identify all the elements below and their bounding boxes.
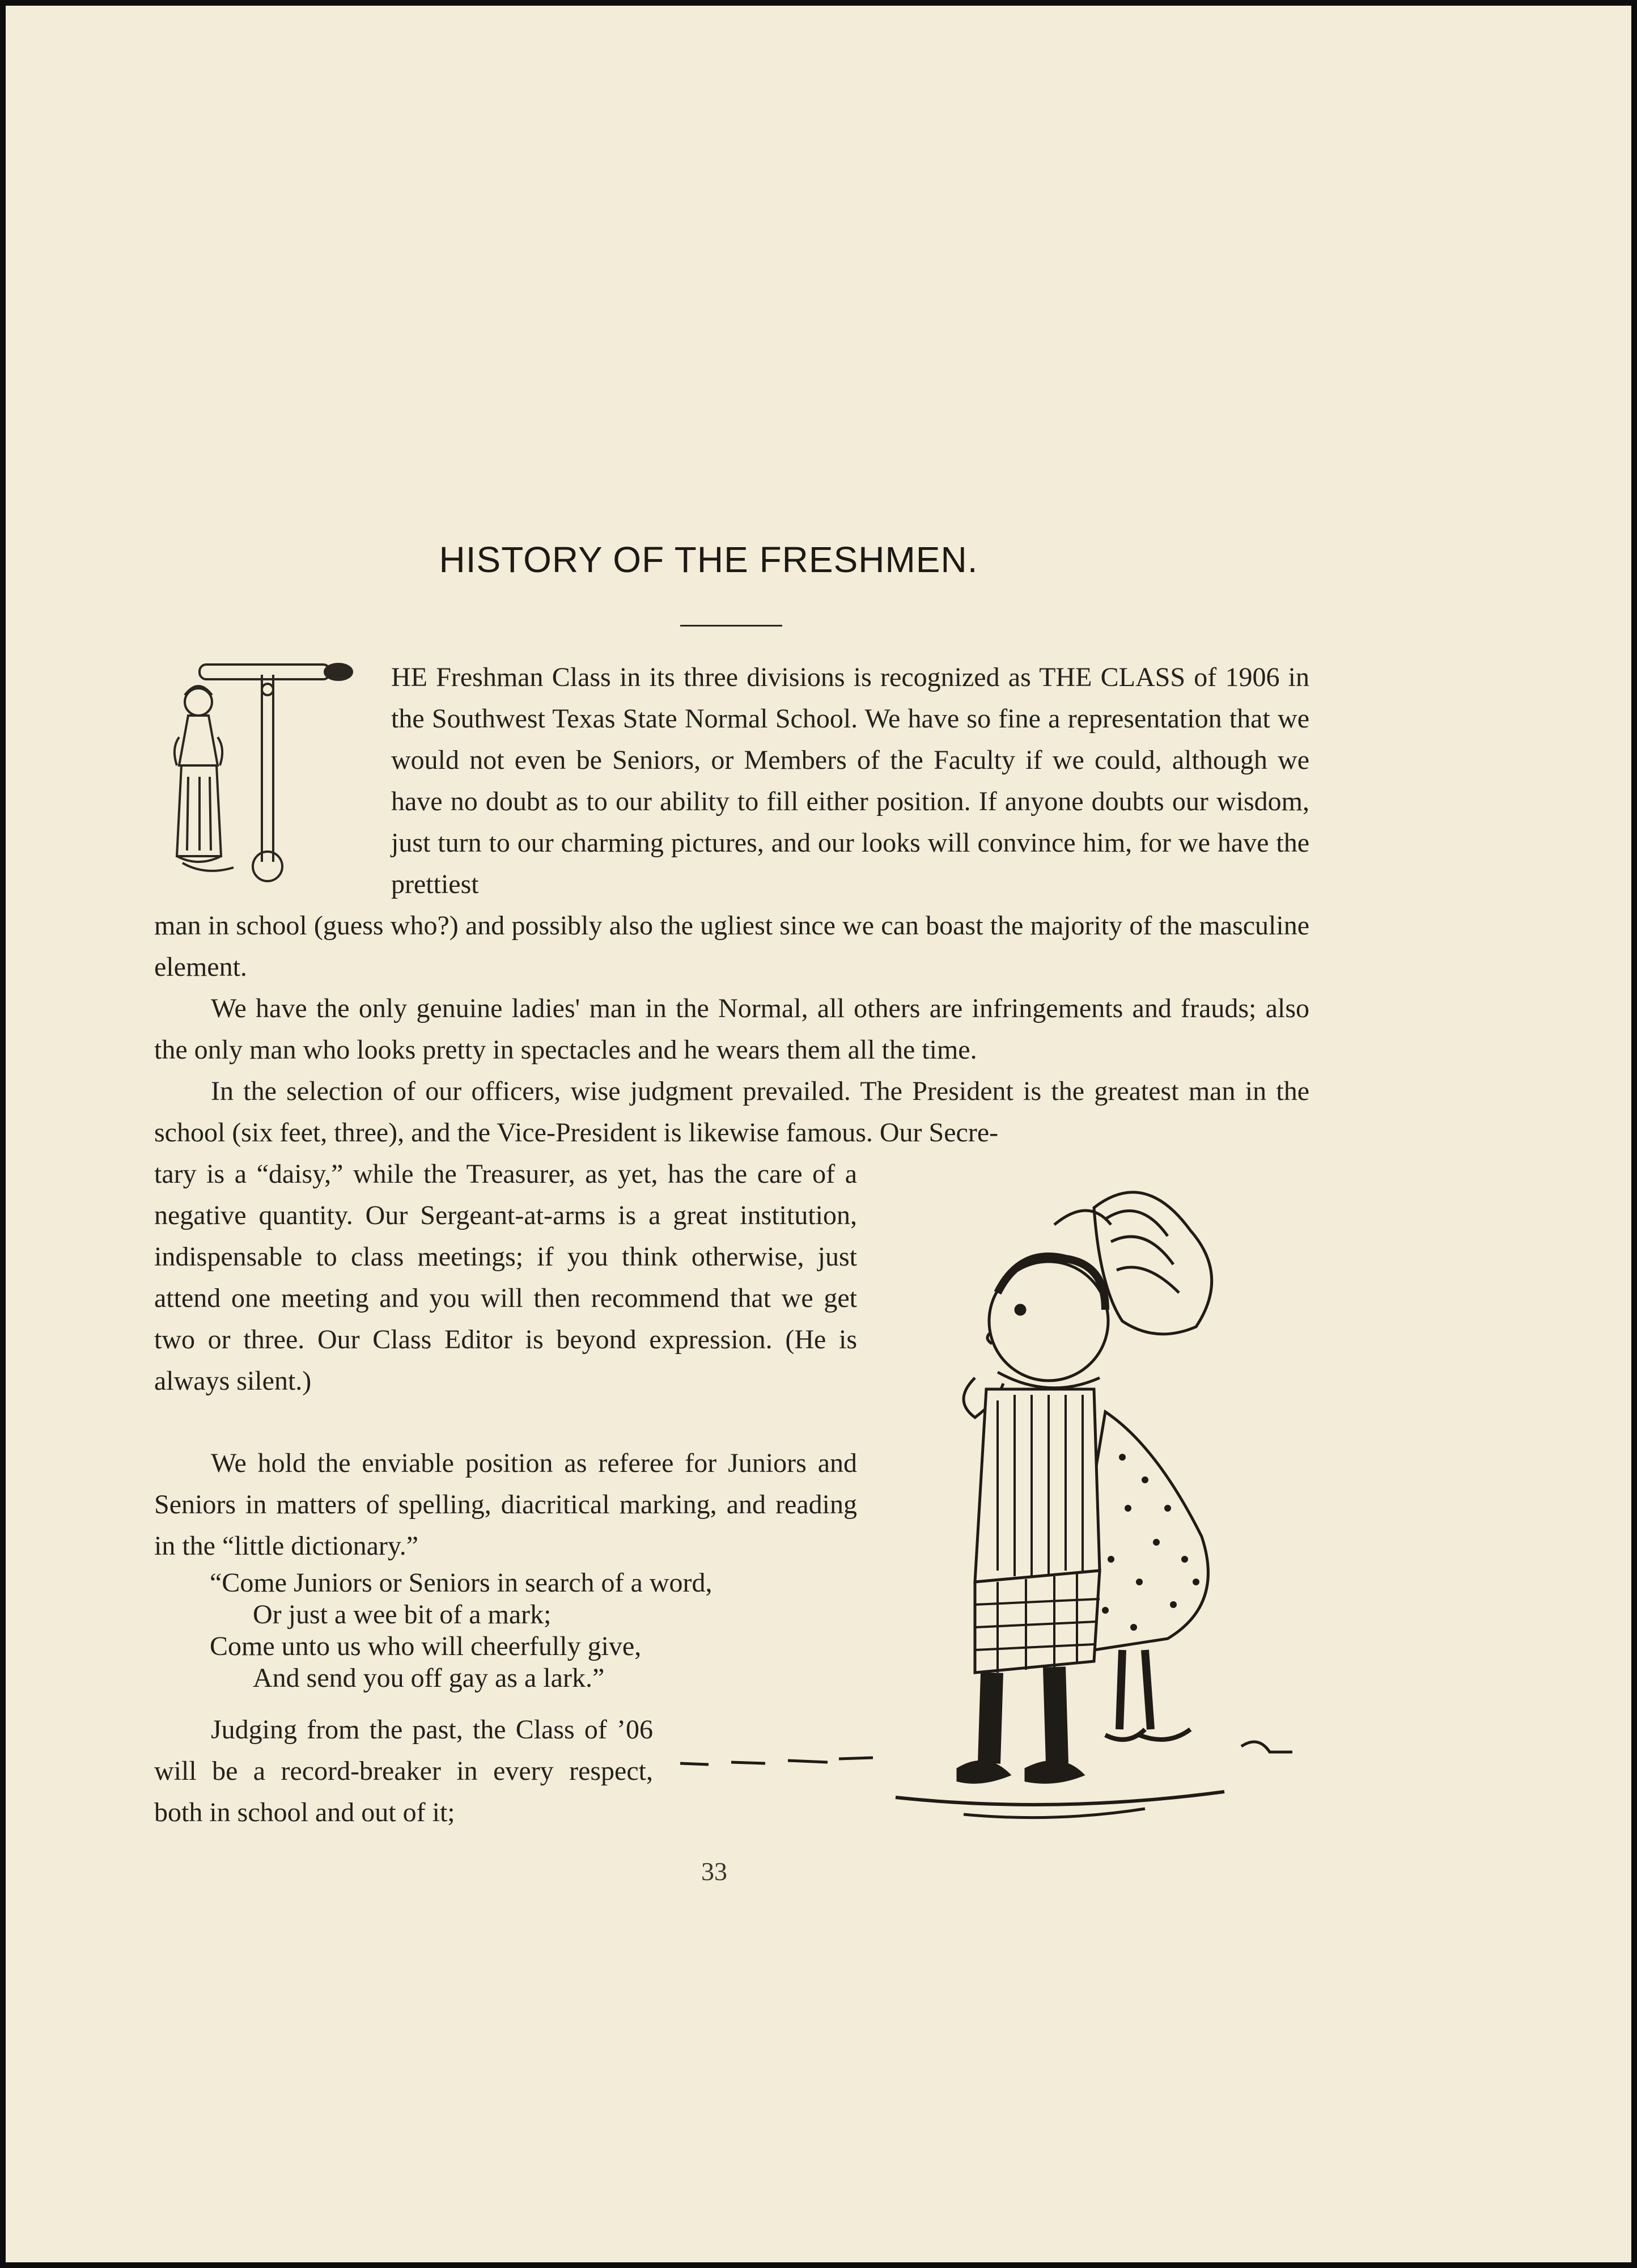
- paragraph-1-intro: HE Freshman Class in its three divisions is recognized as THE CLASS of 1906 in the Southwest Texas State Normal School. We have so fine a representation that we would not even be Seniors, or Members of the Faculty if we could, although we have no doubt as to our ability to fill either position. If anyone doubts our wisdom, just turn to our charming pictures, and our looks will convince him, for we have the prettiest: [391, 662, 1309, 899]
- paragraph-4: We hold the enviable position as referee for Juniors and Seniors in matters of spelling, diacritical marking, and reading in the “little dictionary.”: [154, 1448, 857, 1561]
- poem-line: And send you off gay as a lark.”: [253, 1663, 605, 1693]
- poem-line: “Come Juniors or Seniors in search of a word,: [210, 1568, 713, 1598]
- poem-stanza: [210, 1567, 712, 1694]
- poem-line: Or just a wee bit of a mark;: [253, 1600, 552, 1630]
- paragraph-1-continued: man in school (guess who?) and possibly also the ugliest since we can boast the majority of the masculine element.: [154, 911, 1309, 982]
- paragraph-2: We have the only genuine ladies' man in the Normal, all others are infringements and frauds; also the only man who looks pretty in spectacles and he wears them all the time.: [154, 993, 1309, 1065]
- document-page: [6, 6, 1631, 2262]
- title-divider: [680, 625, 782, 627]
- paragraph-3-narrow: tary is a “daisy,” while the Treasurer, as yet, has the care of a negative quantity. Our Sergeant-at-arms is a great institution, indispensable to class meetings; if you think otherwise, just attend one meeting and you will then recommend that we get two or three. Our Class Editor is beyond expression. (He is always silent.): [154, 1159, 857, 1396]
- page-title: HISTORY OF THE FRESHMEN.: [439, 539, 978, 580]
- paragraph-3-full-width: In the selection of our officers, wise judgment prevailed. The President is the greatest man in the school (six feet, three), and the Vice-President is likewise famous. Our Secre-: [154, 1076, 1309, 1148]
- page-number: 33: [701, 1857, 727, 1886]
- poem-line: Come unto us who will cheerfully give,: [210, 1631, 642, 1661]
- drop-cap-illustration: [154, 652, 381, 890]
- paragraph-5: [154, 1709, 653, 1833]
- children-illustration: [658, 1162, 1309, 1831]
- paragraph-5-text: Judging from the past, the Class of ’06 will be a record-breaker in every respect, both in school and out of it;: [154, 1715, 653, 1827]
